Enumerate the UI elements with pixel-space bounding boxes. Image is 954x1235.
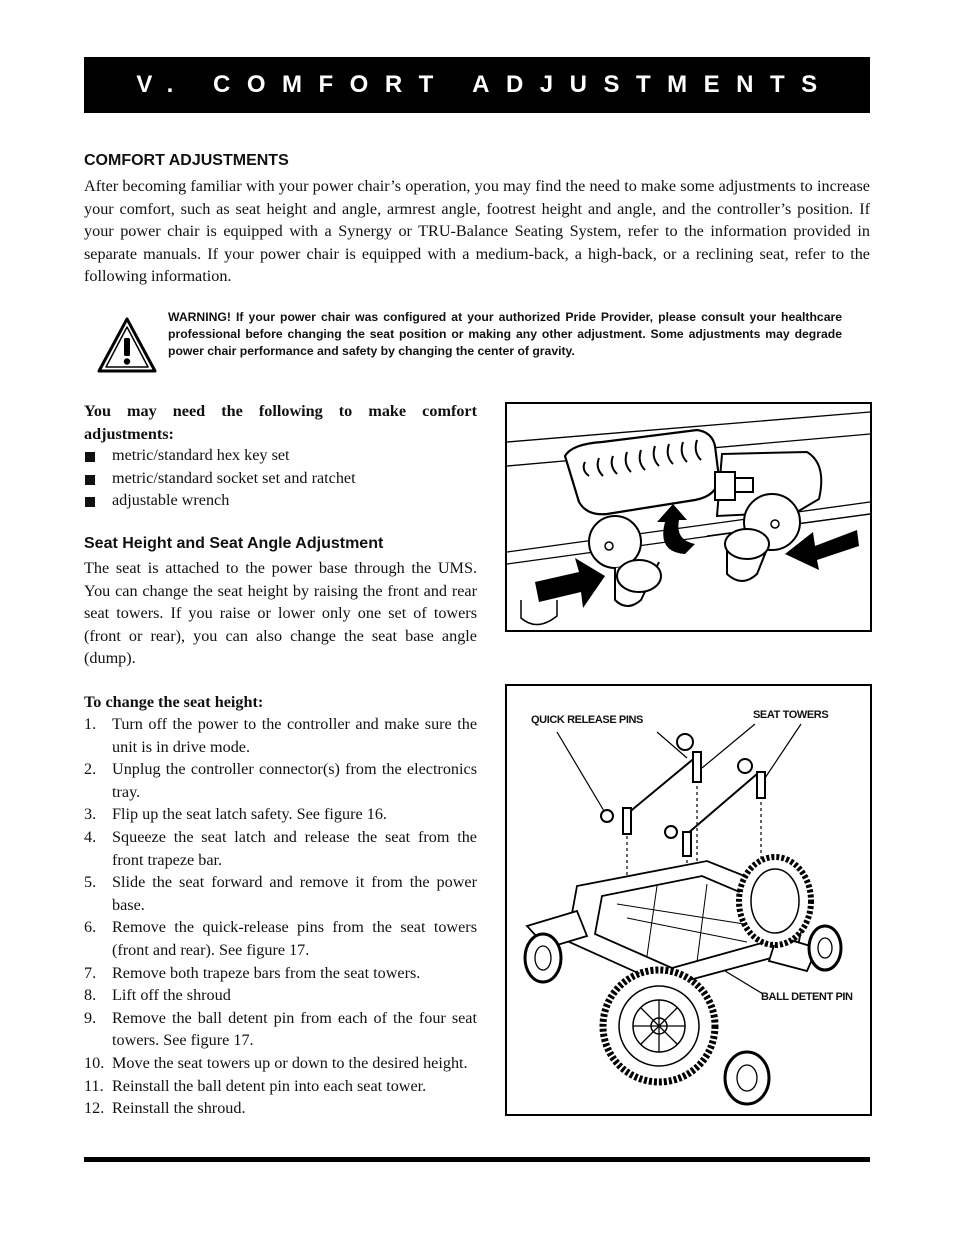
power-base-illustration <box>507 686 870 1114</box>
change-heading: To change the seat height: <box>84 693 264 711</box>
section-heading: COMFORT ADJUSTMENTS <box>84 152 289 169</box>
list-item: 2. Unplug the controller connector(s) from the electronics tray. <box>84 760 477 801</box>
warning-triangle-icon <box>96 316 158 374</box>
seat-latch-illustration <box>507 404 870 630</box>
intro-paragraph: After becoming familiar with your power chair’s operation, you may find the need to make some adjustments to increase your comfort, such as seat height and angle, armrest angle, footrest height and angle, and the controller’s position. If your power chair is equipped with a Synergy or TRU-Balance Seating System, refer to the information provided in separate manuals. If your power chair is equipped with a medium-back, a high-back, or a reclining seat, refer to the following information. <box>84 177 870 286</box>
list-item: 6. Remove the quick-release pins from the seat towers (front and rear). See figure 17. <box>84 918 477 959</box>
square-bullet-icon <box>85 452 95 462</box>
figure-16-seat-latch <box>505 402 872 632</box>
chapter-title: V. COMFORT ADJUSTMENTS <box>136 71 834 98</box>
square-bullet-icon <box>85 475 95 485</box>
label-ball-detent-pin: BALL DETENT PIN <box>761 991 853 1003</box>
list-item: 4. Squeeze the seat latch and release the seat from the front trapeze bar. <box>84 827 477 869</box>
label-quick-release-pins: QUICK RELEASE PINS <box>531 714 643 726</box>
tools-heading: You may need the following to make comfort adjustments: <box>84 402 477 443</box>
list-item: metric/standard socket set and ratchet <box>84 467 477 490</box>
list-item: 9. Remove the ball detent pin from each of the four seat towers. See figure 17. <box>84 1008 477 1050</box>
list-item: 1. Turn off the power to the controller and make sure the unit is in drive mode. <box>84 715 477 756</box>
tools-list <box>84 444 477 512</box>
figure-17-power-base <box>505 684 872 1116</box>
label-seat-towers: SEAT TOWERS <box>753 709 829 721</box>
seat-heading: Seat Height and Seat Angle Adjustment <box>84 535 384 552</box>
chapter-banner <box>84 57 870 113</box>
list-item: 8. Lift off the shroud <box>84 986 231 1005</box>
warning-text: WARNING! If your power chair was configured at your authorized Pride Provider, please consult your healthcare professional before changing the seat position or making any other adjustment. Some adjustments may degrade power chair performance and safety by changing the center of gravity. <box>168 310 842 359</box>
list-item: 3. Flip up the seat latch safety. See figure 16. <box>84 805 387 824</box>
square-bullet-icon <box>85 497 95 507</box>
list-item: adjustable wrench <box>84 489 477 512</box>
list-item: 7. Remove both trapeze bars from the seat towers. <box>84 963 421 982</box>
steps-list <box>84 713 477 1120</box>
footer-rule <box>84 1157 870 1162</box>
seat-paragraph: The seat is attached to the power base through the UMS. You can change the seat height by raising the front and rear seat towers. If you raise or lower only one set of towers (front or rear), you can also change the seat base angle (dump). <box>84 559 477 668</box>
list-item: metric/standard hex key set <box>84 444 477 467</box>
list-item: 5. Slide the seat forward and remove it from the power base. <box>84 873 477 914</box>
list-item: 11. Reinstall the ball detent pin into each seat tower. <box>84 1076 427 1095</box>
list-item: 10. Move the seat towers up or down to the desired height. <box>84 1053 468 1072</box>
list-item: 12. Reinstall the shroud. <box>84 1099 246 1118</box>
